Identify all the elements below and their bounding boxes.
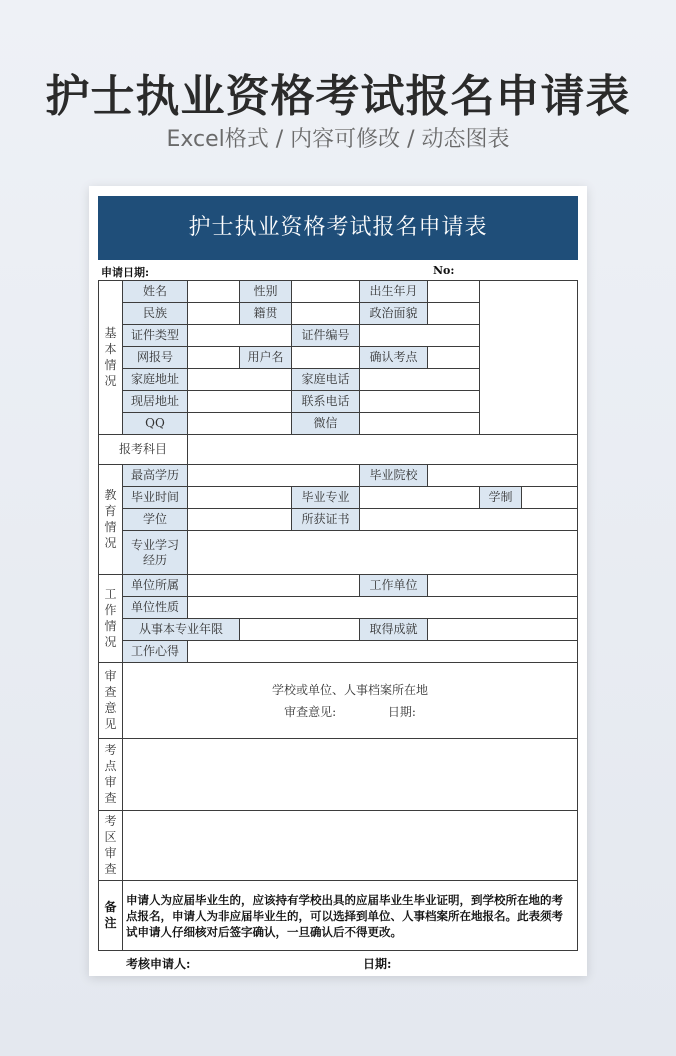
field-birth[interactable] — [428, 281, 480, 303]
field-confirm-site[interactable] — [428, 347, 480, 369]
section-education: 教育情况 — [99, 465, 123, 575]
label-work-years: 从事本专业年限 — [123, 619, 240, 641]
field-current-addr[interactable] — [188, 391, 292, 413]
section-remark: 备注 — [99, 881, 123, 951]
label-grad-major: 毕业专业 — [292, 487, 360, 509]
label-net-no: 网报号 — [123, 347, 188, 369]
review-date-label: 日期: — [387, 704, 416, 719]
label-contact-phone: 联系电话 — [292, 391, 360, 413]
field-qq[interactable] — [188, 413, 292, 435]
field-work-years[interactable] — [240, 619, 360, 641]
field-political[interactable] — [428, 303, 480, 325]
field-net-no[interactable] — [188, 347, 240, 369]
application-form-table — [98, 280, 578, 951]
poster-title: 护士执业资格考试报名申请表 — [45, 71, 631, 122]
field-site-review[interactable] — [123, 739, 578, 811]
review-opinion-line — [123, 701, 577, 723]
form-title: 护士执业资格考试报名申请表 — [98, 196, 578, 260]
field-wechat[interactable] — [360, 413, 480, 435]
field-native-place[interactable] — [292, 303, 360, 325]
review-location-text: 学校或单位、人事档案所在地 — [272, 682, 429, 697]
label-edu-system: 学制 — [480, 487, 522, 509]
review-opinion-area[interactable] — [123, 663, 578, 739]
label-work-experience: 工作心得 — [123, 641, 188, 663]
apply-date-label: 申请日期: — [101, 266, 150, 279]
photo-area[interactable] — [480, 281, 578, 435]
section-review3: 考区审查 — [99, 811, 123, 881]
section-review1: 审查意见 — [99, 663, 123, 739]
applicant-signature-label: 考核申请人: — [126, 957, 191, 971]
field-edu-system[interactable] — [522, 487, 578, 509]
field-grad-time[interactable] — [188, 487, 292, 509]
field-achievements[interactable] — [428, 619, 578, 641]
label-current-addr: 现居地址 — [123, 391, 188, 413]
label-exam-subject: 报考科目 — [99, 435, 188, 465]
label-username: 用户名 — [240, 347, 292, 369]
label-employer: 工作单位 — [360, 575, 428, 597]
footer-date-label: 日期: — [363, 957, 392, 971]
field-home-addr[interactable] — [188, 369, 292, 391]
field-home-phone[interactable] — [360, 369, 480, 391]
field-highest-edu[interactable] — [188, 465, 360, 487]
section-work: 工作情况 — [99, 575, 123, 663]
label-birth: 出生年月 — [360, 281, 428, 303]
label-certificates: 所获证书 — [292, 509, 360, 531]
label-home-addr: 家庭地址 — [123, 369, 188, 391]
field-grad-major[interactable] — [360, 487, 480, 509]
no-label: No: — [433, 264, 455, 277]
poster-subtitle: Excel格式 / 内容可修改 / 动态图表 — [166, 127, 510, 152]
review-opinion-label: 审查意见: — [284, 704, 337, 719]
field-gender[interactable] — [292, 281, 360, 303]
field-employer[interactable] — [428, 575, 578, 597]
label-political: 政治面貌 — [360, 303, 428, 325]
field-employer-belong[interactable] — [188, 575, 360, 597]
field-employer-nature[interactable] — [188, 597, 578, 619]
label-highest-edu: 最高学历 — [123, 465, 188, 487]
field-degree[interactable] — [188, 509, 292, 531]
field-certificates[interactable] — [360, 509, 578, 531]
field-ethnicity[interactable] — [188, 303, 240, 325]
section-basic: 基本情况 — [99, 281, 123, 435]
field-id-type[interactable] — [188, 325, 292, 347]
label-achievements: 取得成就 — [360, 619, 428, 641]
field-work-experience[interactable] — [188, 641, 578, 663]
field-district-review[interactable] — [123, 811, 578, 881]
label-native-place: 籍贯 — [240, 303, 292, 325]
label-degree: 学位 — [123, 509, 188, 531]
label-grad-time: 毕业时间 — [123, 487, 188, 509]
field-name[interactable] — [188, 281, 240, 303]
field-grad-school[interactable] — [428, 465, 578, 487]
label-qq: QQ — [123, 413, 188, 435]
field-username[interactable] — [292, 347, 360, 369]
label-grad-school: 毕业院校 — [360, 465, 428, 487]
label-id-no: 证件编号 — [292, 325, 360, 347]
field-contact-phone[interactable] — [360, 391, 480, 413]
label-gender: 性别 — [240, 281, 292, 303]
remark-text: 申请人为应届毕业生的，应该持有学校出具的应届毕业生毕业证明，到学校所在地的考点报名，申请人为非应届毕业生的，可以选择到单位、人事档案所在地报名。此表须考试申请人仔细核对后签字确认，一旦确认后不得更改。 — [123, 881, 578, 951]
field-exam-subject[interactable] — [188, 435, 578, 465]
label-employer-nature: 单位性质 — [123, 597, 188, 619]
label-name: 姓名 — [123, 281, 188, 303]
label-employer-belong: 单位所属 — [123, 575, 188, 597]
field-id-no[interactable] — [360, 325, 480, 347]
label-id-type: 证件类型 — [123, 325, 188, 347]
section-review2: 考点审查 — [99, 739, 123, 811]
field-study-history[interactable] — [188, 531, 578, 575]
label-study-history: 专业学习经历 — [123, 531, 188, 575]
label-wechat: 微信 — [292, 413, 360, 435]
label-confirm-site: 确认考点 — [360, 347, 428, 369]
label-ethnicity: 民族 — [123, 303, 188, 325]
label-home-phone: 家庭电话 — [292, 369, 360, 391]
